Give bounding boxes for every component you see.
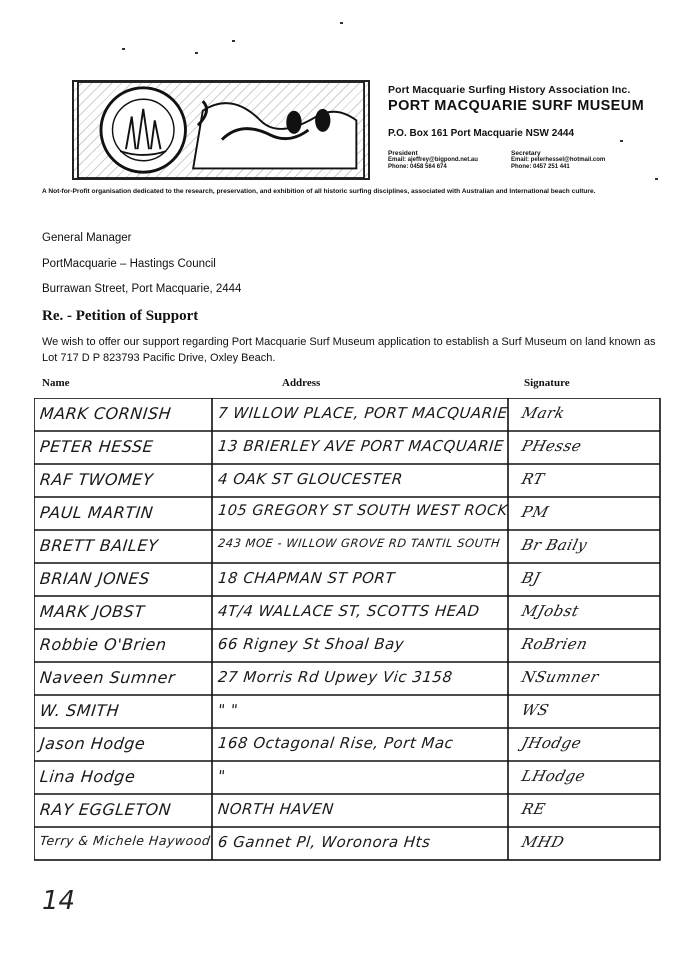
signer-address: NORTH HAVEN xyxy=(217,800,335,818)
signer-signature: PM xyxy=(519,503,551,521)
president-label: President xyxy=(388,150,418,157)
table-row xyxy=(0,602,687,634)
signer-signature: NSumner xyxy=(519,668,601,686)
signer-signature: Br Baily xyxy=(519,536,590,554)
signer-name: BRIAN JONES xyxy=(39,569,151,588)
signer-signature: PHesse xyxy=(519,437,584,455)
museum-name: PORT MACQUARIE SURF MUSEUM xyxy=(388,98,645,114)
column-header-address: Address xyxy=(282,377,321,389)
signer-name: BRETT BAILEY xyxy=(39,536,160,555)
signer-name: PETER HESSE xyxy=(39,437,155,456)
signer-signature: MHD xyxy=(519,833,567,851)
signer-address: 168 Octagonal Rise, Port Mac xyxy=(217,734,455,752)
museum-logo xyxy=(72,80,370,180)
table-row xyxy=(0,635,687,667)
signer-name: RAF TWOMEY xyxy=(39,470,155,489)
recipient-line-2: PortMacquarie – Hastings Council xyxy=(42,258,216,270)
signer-signature: Mark xyxy=(519,404,567,422)
signer-name: Jason Hodge xyxy=(39,734,147,753)
scan-speck xyxy=(340,22,343,24)
recipient-line-1: General Manager xyxy=(42,232,132,244)
scan-speck xyxy=(620,140,623,142)
signer-name: Naveen Sumner xyxy=(39,668,177,687)
table-row xyxy=(0,701,687,733)
secretary-label: Secretary xyxy=(511,150,541,157)
signer-address: " xyxy=(217,767,227,785)
signer-signature: BJ xyxy=(519,569,543,587)
signer-address: 18 CHAPMAN ST PORT xyxy=(217,569,396,587)
secretary-contact xyxy=(511,150,605,171)
table-row xyxy=(0,833,687,865)
signer-name: W. SMITH xyxy=(39,701,121,720)
signer-address: " " xyxy=(217,701,240,719)
scan-speck xyxy=(195,52,198,54)
po-box: P.O. Box 161 Port Macquarie NSW 2444 xyxy=(388,128,575,139)
signer-signature: RoBrien xyxy=(519,635,590,653)
surf-museum-emblem-icon xyxy=(74,82,368,178)
signer-name: MARK JOBST xyxy=(39,602,146,621)
signer-signature: RT xyxy=(519,470,547,488)
signer-signature: MJobst xyxy=(519,602,581,620)
column-header-signature: Signature xyxy=(524,377,570,389)
signer-name: MARK CORNISH xyxy=(39,404,173,423)
table-row xyxy=(0,767,687,799)
table-row xyxy=(0,470,687,502)
page-number: 14 xyxy=(42,886,76,916)
secretary-email: Email: peterhessel@hotmail.com xyxy=(511,157,606,163)
table-row xyxy=(0,734,687,766)
secretary-phone: Phone: 0457 251 441 xyxy=(511,164,570,170)
signer-name: Lina Hodge xyxy=(39,767,137,786)
signer-address: 7 WILLOW PLACE, PORT MACQUARIE xyxy=(217,404,509,422)
president-email: Email: ajeffrey@bigpond.net.au xyxy=(388,157,478,163)
column-header-name: Name xyxy=(42,377,70,389)
signer-address: 6 Gannet Pl, Woronora Hts xyxy=(217,833,432,851)
recipient-line-3: Burrawan Street, Port Macquarie, 2444 xyxy=(42,283,242,295)
signer-signature: LHodge xyxy=(519,767,588,785)
table-row xyxy=(0,668,687,700)
signer-address: 105 GREGORY ST SOUTH WEST ROCK xyxy=(217,503,509,519)
signer-signature: RE xyxy=(519,800,548,818)
table-row xyxy=(0,569,687,601)
signer-signature: JHodge xyxy=(519,734,584,752)
table-row xyxy=(0,437,687,469)
signer-signature: WS xyxy=(519,701,551,719)
scan-speck xyxy=(232,40,235,42)
subject-heading: Re. - Petition of Support xyxy=(42,308,199,324)
petition-body: We wish to offer our support regarding Port Macquarie Surf Museum application to establish a Surf Museum on land known as Lot 717 D P 823793 Pacific Drive, Oxley Beach. xyxy=(42,336,656,364)
table-row xyxy=(0,503,687,535)
signer-name: Terry & Michele Haywood xyxy=(39,833,212,848)
signer-address: 4T/4 WALLACE ST, SCOTTS HEAD xyxy=(217,602,481,620)
signer-address: 4 OAK ST GLOUCESTER xyxy=(217,470,404,488)
signer-name: Robbie O'Brien xyxy=(39,635,168,654)
signer-address: 243 MOE - WILLOW GROVE RD TANTIL SOUTH xyxy=(217,536,501,550)
tagline: A Not-for-Profit organisation dedicated to the research, preservation, and exhibition of all historic surfing disciplines, associated with Australian and International beach culture. xyxy=(42,188,596,195)
scan-speck xyxy=(655,178,658,180)
signer-address: 27 Morris Rd Upwey Vic 3158 xyxy=(217,668,454,686)
signer-address: 13 BRIERLEY AVE PORT MACQUARIE xyxy=(217,437,505,455)
president-phone: Phone: 0458 564 674 xyxy=(388,164,447,170)
table-row xyxy=(0,404,687,436)
table-row xyxy=(0,536,687,568)
signer-name: PAUL MARTIN xyxy=(39,503,155,522)
association-name: Port Macquarie Surfing History Association Inc. xyxy=(388,84,631,96)
signer-address: 66 Rigney St Shoal Bay xyxy=(217,635,406,653)
table-row xyxy=(0,800,687,832)
scan-speck xyxy=(122,48,125,50)
signer-name: RAY EGGLETON xyxy=(39,800,173,819)
president-contact xyxy=(388,150,478,171)
